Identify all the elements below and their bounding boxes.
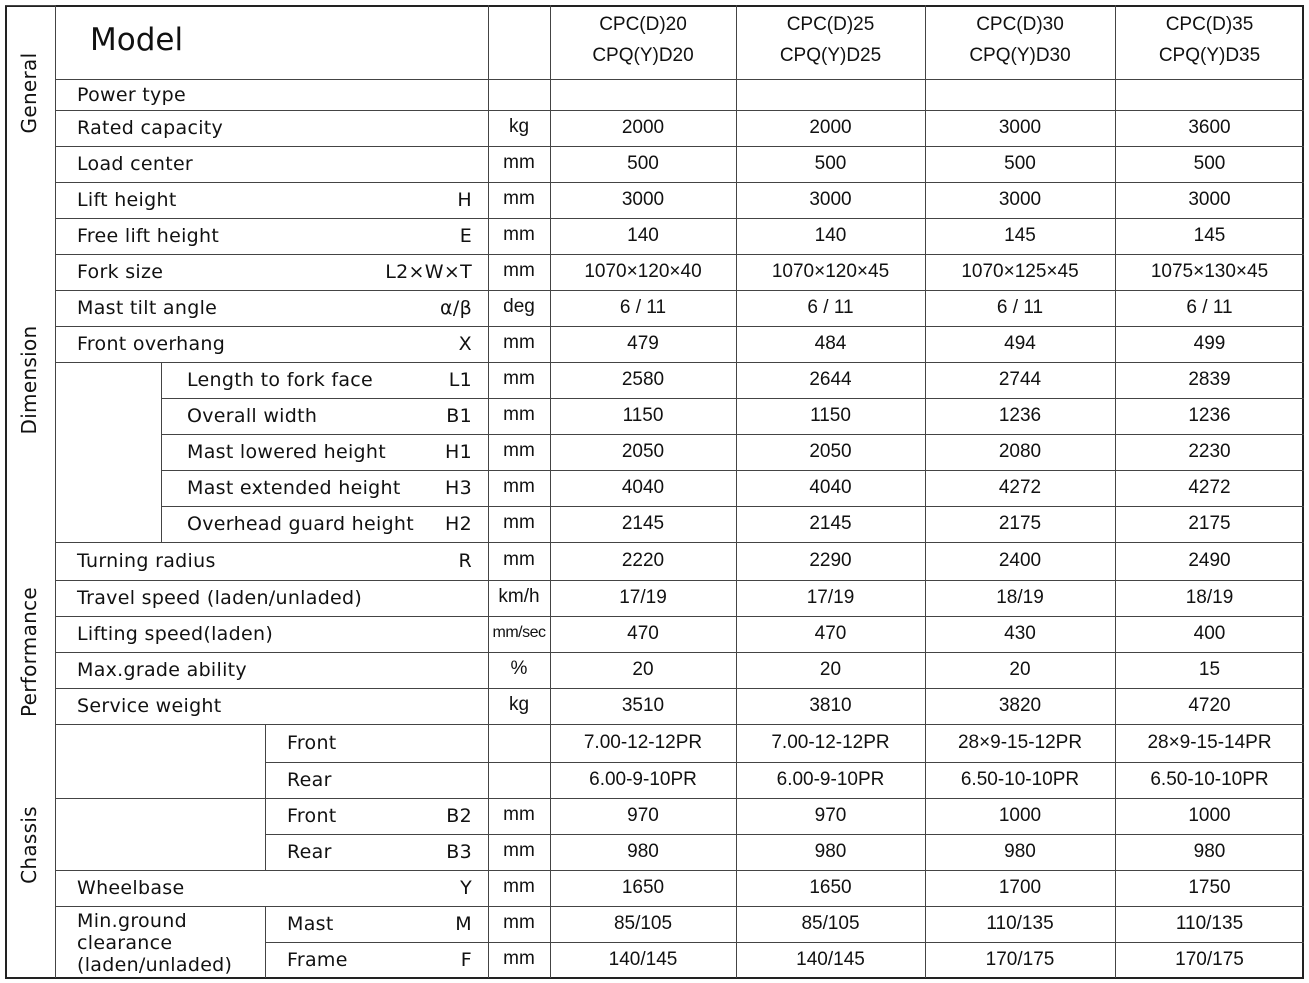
h-rule	[55, 110, 1304, 111]
model-code: CPC(D)20	[599, 14, 687, 35]
value-cell: 6 / 11	[619, 297, 667, 318]
h-rule	[55, 290, 1304, 291]
value-cell: 170/175	[1175, 949, 1244, 970]
row-label: Power type	[77, 83, 186, 106]
model-code-alt: CPQ(Y)D25	[779, 45, 882, 66]
value-cell: 2050	[621, 441, 665, 462]
value-cell: 2644	[809, 369, 852, 390]
value-cell: 430	[1004, 623, 1036, 644]
value-cell: 1075×130×45	[1150, 261, 1269, 282]
value-cell: 3600	[1188, 117, 1231, 138]
row-unit: deg	[503, 296, 535, 317]
model-code: CPC(D)25	[786, 14, 875, 35]
row-unit: mm	[503, 332, 535, 353]
value-cell: 85/105	[613, 913, 673, 934]
value-cell: 3000	[621, 189, 665, 210]
row-symbol: H2	[445, 513, 472, 535]
row-symbol: X	[458, 333, 472, 355]
row-label: Mast lowered height	[187, 441, 387, 463]
value-cell: 2290	[809, 550, 852, 571]
value-cell: 1150	[810, 405, 851, 426]
row-label: Service weight	[77, 695, 222, 717]
row-symbol: R	[458, 550, 472, 572]
value-cell: 2050	[809, 441, 852, 462]
value-cell: 4272	[998, 477, 1042, 498]
value-cell: 2490	[1188, 550, 1231, 571]
row-symbol: B2	[446, 805, 472, 827]
value-cell: 85/105	[801, 913, 860, 934]
value-cell: 2000	[809, 117, 852, 138]
row-label: Mast extended height	[187, 477, 401, 499]
value-cell: 145	[1193, 225, 1226, 246]
value-cell: 3000	[809, 189, 852, 210]
section-performance: Performance	[17, 586, 41, 718]
ground-clearance-label: Min.ground	[77, 910, 187, 932]
value-cell: 499	[1193, 333, 1226, 354]
row-label: Overhead guard height	[187, 513, 415, 535]
value-cell: 470	[627, 623, 659, 644]
value-cell: 980	[814, 841, 847, 862]
row-symbol: H	[457, 189, 472, 211]
ground-clearance-label: clearance	[77, 932, 173, 954]
h-rule	[55, 580, 1304, 581]
h-rule	[5, 5, 55, 6]
row-label: Front	[287, 732, 337, 754]
value-cell: 17/19	[619, 587, 667, 608]
v-rule	[55, 5, 56, 978]
h-rule	[55, 652, 1304, 653]
value-cell: 3820	[998, 695, 1042, 716]
row-label: Rear	[287, 841, 332, 863]
row-unit: mm	[503, 948, 535, 969]
value-cell: 6 / 11	[1186, 297, 1233, 318]
value-cell: 500	[814, 153, 847, 174]
section-dimension: Dimension	[17, 325, 41, 435]
value-cell: 2080	[998, 441, 1042, 462]
value-cell: 17/19	[806, 587, 855, 608]
value-cell: 980	[1004, 841, 1036, 862]
row-unit: mm	[503, 840, 535, 861]
row-unit: mm	[503, 224, 535, 245]
row-label: Wheelbase	[77, 877, 185, 899]
value-cell: 2580	[621, 369, 665, 390]
value-cell: 1070×120×40	[584, 261, 702, 282]
row-symbol: M	[455, 913, 472, 935]
h-rule	[265, 942, 1304, 943]
row-label: Turning radius	[77, 550, 216, 572]
value-cell: 20	[632, 659, 654, 680]
ground-clearance-label: (laden/unladed)	[77, 954, 233, 976]
row-unit: mm	[503, 912, 535, 933]
value-cell: 6.00-9-10PR	[589, 769, 697, 790]
row-label: Rated capacity	[77, 117, 224, 139]
value-cell: 2839	[1188, 369, 1231, 390]
value-cell: 3000	[1188, 189, 1231, 210]
value-cell: 2175	[998, 513, 1042, 534]
h-rule	[265, 834, 1304, 835]
model-code: CPC(D)30	[976, 14, 1064, 35]
row-label: Overall width	[187, 405, 318, 427]
value-cell: 170/175	[985, 949, 1055, 970]
value-cell: 2145	[621, 513, 665, 534]
row-unit: mm	[503, 512, 535, 533]
value-cell: 140	[814, 225, 847, 246]
row-symbol: α/β	[440, 297, 472, 319]
value-cell: 400	[1193, 623, 1226, 644]
row-label: Fork size	[77, 261, 164, 283]
value-cell: 2400	[998, 550, 1042, 571]
value-cell: 500	[1193, 153, 1226, 174]
h-rule	[55, 798, 1304, 799]
h-rule	[55, 79, 1304, 80]
value-cell: 6.00-9-10PR	[776, 769, 885, 790]
row-label: Max.grade ability	[77, 659, 247, 681]
row-unit: mm	[503, 476, 535, 497]
value-cell: 28×9-15-12PR	[957, 732, 1083, 753]
value-cell: 1750	[1188, 877, 1231, 898]
row-label: Front overhang	[77, 333, 226, 355]
row-symbol: B3	[446, 841, 472, 863]
row-label: Lifting speed(laden)	[77, 623, 274, 645]
h-rule	[55, 542, 1304, 543]
value-cell: 1236	[1188, 405, 1231, 426]
row-symbol: B1	[446, 405, 472, 427]
h-rule	[55, 724, 1304, 725]
value-cell: 18/19	[1185, 587, 1234, 608]
row-label: Front	[287, 805, 337, 827]
value-cell: 3510	[621, 695, 665, 716]
value-cell: 1700	[998, 877, 1042, 898]
row-unit: mm	[503, 549, 535, 570]
row-unit: mm	[503, 804, 535, 825]
row-label: Travel speed (laden/unladed)	[77, 587, 363, 609]
row-symbol: Y	[460, 877, 472, 899]
row-label: Mast	[287, 913, 334, 935]
value-cell: 4720	[1188, 695, 1231, 716]
value-cell: 18/19	[996, 587, 1044, 608]
row-symbol: L2×W×T	[385, 261, 472, 283]
row-unit: %	[510, 658, 528, 679]
h-rule	[55, 616, 1304, 617]
h-rule	[55, 146, 1304, 147]
value-cell: 484	[814, 333, 847, 354]
value-cell: 3000	[998, 189, 1042, 210]
value-cell: 1000	[1188, 805, 1231, 826]
value-cell: 980	[627, 841, 659, 862]
model-code-alt: CPQ(Y)D30	[969, 45, 1071, 66]
row-unit: mm	[503, 404, 535, 425]
row-label: Free lift height	[77, 225, 220, 247]
h-rule	[161, 470, 1304, 471]
h-rule	[161, 434, 1304, 435]
value-cell: 1650	[809, 877, 852, 898]
value-cell: 2000	[621, 117, 665, 138]
value-cell: 140	[627, 225, 659, 246]
row-label: Mast tilt angle	[77, 297, 218, 319]
value-cell: 4040	[809, 477, 852, 498]
h-rule	[55, 218, 1304, 219]
row-symbol: E	[459, 225, 472, 247]
h-rule	[161, 506, 1304, 507]
row-symbol: H1	[445, 441, 472, 463]
value-cell: 500	[627, 153, 659, 174]
value-cell: 140/145	[608, 949, 678, 970]
value-cell: 1070×125×45	[961, 261, 1079, 282]
h-rule	[161, 398, 1304, 399]
row-unit: mm	[503, 188, 535, 209]
h-rule	[55, 182, 1304, 183]
model-heading: Model	[90, 22, 184, 58]
row-unit: mm	[503, 152, 535, 173]
value-cell: 7.00-12-12PR	[583, 732, 703, 753]
row-unit: kg	[508, 116, 530, 137]
row-symbol: F	[460, 949, 472, 971]
value-cell: 3810	[809, 695, 852, 716]
row-unit: mm	[503, 260, 535, 281]
value-cell: 2175	[1188, 513, 1231, 534]
h-rule	[265, 762, 1304, 763]
row-unit: mm	[503, 876, 535, 897]
row-label: Frame	[287, 949, 348, 971]
row-label: Load center	[77, 153, 194, 175]
value-cell: 6 / 11	[996, 297, 1044, 318]
row-symbol: H3	[445, 477, 472, 499]
row-unit: mm	[503, 368, 535, 389]
h-rule	[55, 870, 1304, 871]
value-cell: 2230	[1188, 441, 1231, 462]
value-cell: 6.50-10-10PR	[960, 769, 1080, 790]
row-unit: mm/sec	[492, 624, 546, 641]
value-cell: 3000	[998, 117, 1042, 138]
value-cell: 7.00-12-12PR	[771, 732, 890, 753]
value-cell: 145	[1004, 225, 1036, 246]
v-rule	[161, 362, 162, 542]
h-rule	[55, 326, 1304, 327]
row-unit: mm	[503, 440, 535, 461]
model-code-alt: CPQ(Y)D35	[1158, 45, 1261, 66]
section-chassis: Chassis	[17, 806, 41, 884]
value-cell: 2744	[998, 369, 1042, 390]
section-general: General	[17, 52, 41, 134]
row-symbol: L1	[448, 369, 472, 391]
row-unit: km/h	[498, 586, 540, 607]
value-cell: 479	[627, 333, 659, 354]
value-cell: 20	[819, 659, 842, 680]
model-code: CPC(D)35	[1165, 14, 1254, 35]
value-cell: 2145	[809, 513, 852, 534]
value-cell: 500	[1004, 153, 1036, 174]
value-cell: 2220	[621, 550, 665, 571]
value-cell: 6.50-10-10PR	[1150, 769, 1269, 790]
value-cell: 28×9-15-14PR	[1147, 732, 1272, 753]
value-cell: 140/145	[796, 949, 865, 970]
row-unit: kg	[508, 694, 530, 715]
value-cell: 970	[814, 805, 847, 826]
value-cell: 1070×120×45	[771, 261, 890, 282]
value-cell: 4272	[1188, 477, 1231, 498]
value-cell: 4040	[621, 477, 665, 498]
h-rule	[55, 688, 1304, 689]
h-rule	[55, 362, 1304, 363]
value-cell: 1650	[621, 877, 665, 898]
value-cell: 1000	[998, 805, 1042, 826]
row-label: Lift height	[77, 189, 177, 211]
value-cell: 470	[814, 623, 847, 644]
value-cell: 6 / 11	[807, 297, 854, 318]
value-cell: 494	[1004, 333, 1036, 354]
h-rule	[55, 254, 1304, 255]
row-label: Rear	[287, 769, 332, 791]
value-cell: 1150	[622, 405, 664, 426]
value-cell: 970	[627, 805, 659, 826]
value-cell: 980	[1193, 841, 1226, 862]
value-cell: 110/135	[1175, 913, 1244, 934]
value-cell: 20	[1009, 659, 1031, 680]
h-rule	[55, 906, 1304, 907]
model-code-alt: CPQ(Y)D20	[592, 45, 694, 66]
value-cell: 15	[1198, 659, 1221, 680]
row-label: Length to fork face	[187, 369, 374, 391]
v-rule	[265, 724, 266, 870]
value-cell: 110/135	[986, 913, 1054, 934]
value-cell: 1236	[998, 405, 1042, 426]
